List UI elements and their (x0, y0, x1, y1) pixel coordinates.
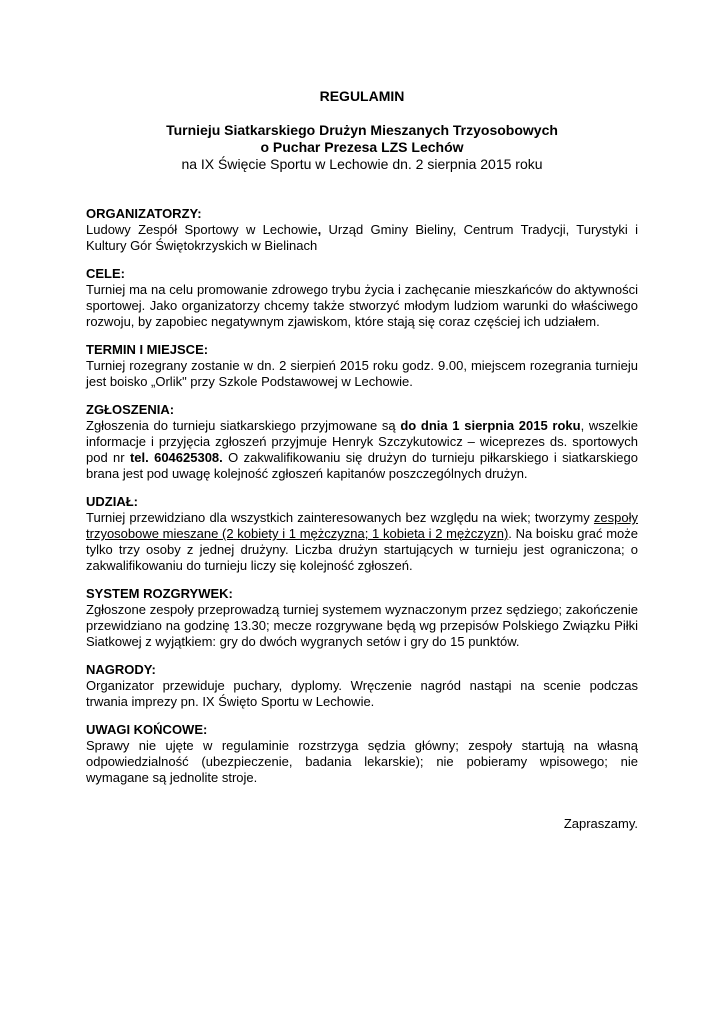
document-title: REGULAMIN (319, 88, 405, 104)
document-subtitle-line1: Turnieju Siatkarskiego Drużyn Mieszanych Trzyosobowych (166, 122, 558, 138)
document-page (86, 88, 638, 845)
section-heading: UDZIAŁ: (86, 494, 138, 509)
section-heading: ZGŁOSZENIA: (86, 402, 175, 417)
udzial-team-composition: zespoły trzyosobowe mieszane (2 kobiety i 1 mężczyzna; 1 kobieta i 2 mężczyzn) (86, 510, 638, 541)
section-zgloszenia (86, 402, 638, 482)
document-subtitle-line2: o Puchar Prezesa LZS Lechów (260, 139, 464, 155)
section-cele (86, 266, 638, 330)
section-termin (86, 342, 638, 390)
organizer-rest: Urząd Gminy Bieliny, Centrum Tradycji, Turystyki i Kultury Gór Świętokrzyskich w Bielinach (86, 222, 639, 253)
section-text (86, 418, 638, 482)
section-heading: ORGANIZATORZY: (86, 206, 202, 221)
section-text: Turniej ma na celu promowanie zdrowego trybu życia i zachęcanie mieszkańców do aktywności sportowej. Jako organizatorzy chcemy także stworzyć młodym ludziom warunki do właściwego rozwoju, by zapobiec negatywnym zjawiskom, które stają się coraz częściej ich udziałem. (86, 282, 638, 329)
section-heading: NAGRODY: (86, 662, 156, 677)
section-text: Zgłoszone zespoły przeprowadzą turniej systemem wyznaczonym przez sędziego; zakończenie przewidziano na godzinę 13.30; mecze rozgrywane będą wg przepisów Polskiego Związku Piłki Siatkowej z wyjątkiem: gry do dwóch wygranych setów i gry do 15 punktów. (86, 602, 638, 649)
section-text: Turniej rozegrany zostanie w dn. 2 sierpień 2015 roku godz. 9.00, miejscem rozegrania turnieju jest boisko „Orlik" przy Szkole Podstawowej w Lechowie. (86, 358, 638, 389)
section-system (86, 586, 638, 650)
section-text: Organizator przewiduje puchary, dyplomy. Wręczenie nagród nastąpi na scenie podczas trwania imprezy pn. IX Święto Sportu w Lechowie. (86, 678, 638, 709)
section-nagrody (86, 662, 638, 710)
zgloszenia-text-a: Zgłoszenia do turnieju siatkarskiego przyjmowane są (86, 418, 401, 433)
closing-text: Zapraszamy. (563, 816, 638, 831)
section-heading: TERMIN I MIEJSCE: (86, 342, 209, 357)
zgloszenia-text-c: O zakwalifikowaniu się drużyn do turnieju piłkarskiego i siatkarskiego brana jest pod uwagę kolejność zgłoszeń kapitanów poszczególnych drużyn. (86, 450, 638, 481)
section-text (86, 510, 638, 574)
section-heading: SYSTEM ROZGRYWEK: (86, 586, 233, 601)
zgloszenia-deadline: do dnia 1 sierpnia 2015 roku (400, 418, 581, 433)
section-uwagi (86, 722, 638, 786)
zgloszenia-text-b: , wszelkie informacje i przyjęcia zgłoszeń przyjmuje Henryk Szczykutowicz – wiceprezes ds. sportowych pod nr (86, 418, 638, 465)
document-subtitle-line3: na IX Święcie Sportu w Lechowie dn. 2 sierpnia 2015 roku (181, 156, 543, 172)
zgloszenia-phone: tel. 604625308. (129, 450, 223, 465)
organizer-comma: , (317, 222, 322, 237)
section-text (86, 222, 638, 254)
section-heading: UWAGI KOŃCOWE: (86, 722, 208, 737)
udzial-text-a: Turniej przewidziano dla wszystkich zainteresowanych bez względu na wiek; tworzymy (86, 510, 594, 525)
section-heading: CELE: (86, 266, 125, 281)
section-text: Sprawy nie ujęte w regulaminie rozstrzyga sędzia główny; zespoły startują na własną odpowiedzialność (ubezpieczenie, badania lekarskie); nie pobieramy wpisowego; nie wymagane są jednolite stroje. (86, 738, 638, 785)
organizer-lzs: Ludowy Zespół Sportowy w Lechowie (86, 222, 318, 237)
section-organizatorzy (86, 206, 638, 254)
section-udzial (86, 494, 638, 574)
udzial-text-b: . Na boisku grać może tylko trzy osoby z jednej drużyny. Liczba drużyn startujących w turnieju jest ograniczona; o zakwalifikowaniu do turnieju liczy się kolejność zgłoszeń. (86, 526, 638, 573)
